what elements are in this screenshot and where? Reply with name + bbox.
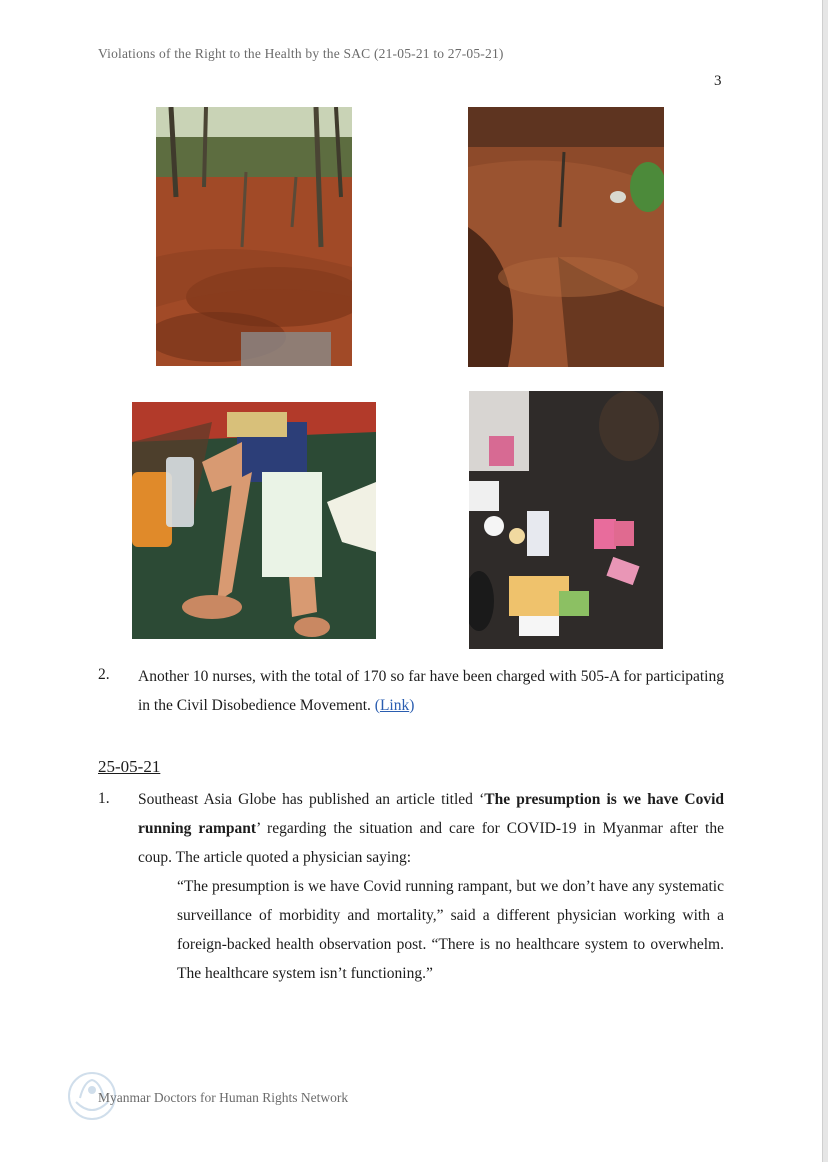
grave-closeup-photo	[468, 107, 664, 367]
footer-organization: Myanmar Doctors for Human Rights Network	[98, 1090, 349, 1105]
page-edge	[823, 0, 828, 1162]
graves-forest-photo	[156, 107, 352, 366]
item-1-text-before: Southeast Asia Globe has published an article titled ‘	[138, 791, 485, 808]
source-link[interactable]: Link	[379, 697, 410, 714]
item-1-paragraph	[138, 785, 724, 872]
page-number: 3	[714, 73, 722, 89]
physician-quote: “The presumption is we have Covid running rampant, but we don’t have any systematic surveillance of morbidity and mortality,” said a different physician working with a foreign-backed health observation post. “There is no healthcare system to overwhelm. The healthcare system isn’t functioning.”	[177, 878, 724, 982]
link-close-paren: )	[409, 697, 415, 714]
item-number-2: 2.	[98, 666, 110, 683]
article-title: The presumption is we have Covid running rampant	[138, 791, 724, 837]
section-date-heading: 25-05-21	[98, 757, 161, 776]
running-header: Violations of the Right to the Health by the SAC (21-05-21 to 27-05-21)	[98, 46, 504, 61]
link-open-paren: (	[374, 697, 380, 714]
item-2-text: Another 10 nurses, with the total of 170 so far have been charged with 505-A for participating in the Civil Disobedience Movement.	[138, 668, 724, 714]
medicines-photo	[469, 391, 663, 649]
item-number-1: 1.	[98, 790, 110, 807]
injured-child-photo	[132, 402, 376, 639]
item-2-paragraph	[138, 662, 724, 720]
item-1-text-after: ’ regarding the situation and care for COVID-19 in Myanmar after the coup. The article quoted a physician saying:	[138, 820, 724, 866]
